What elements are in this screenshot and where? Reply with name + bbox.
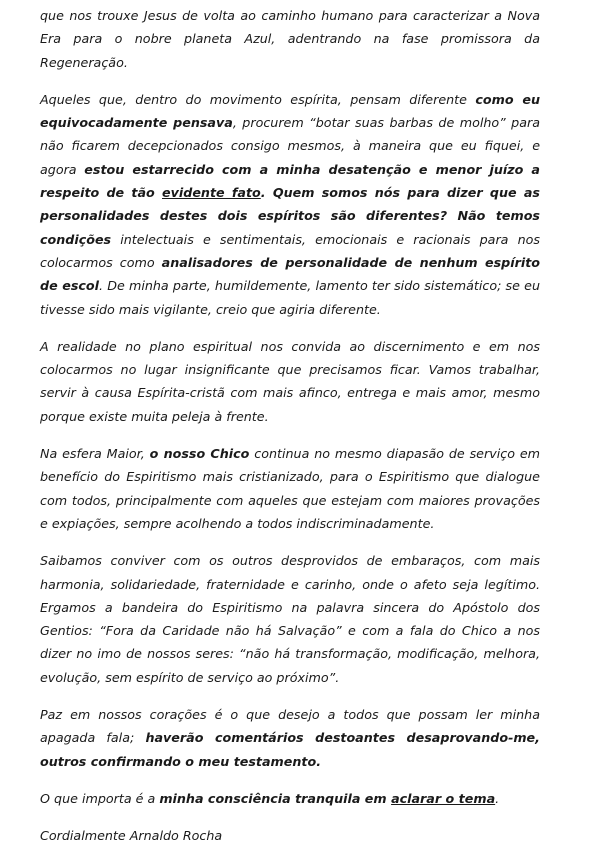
body-text: O que importa é a bbox=[40, 790, 160, 806]
body-text: continua no mesmo diapasão de serviço em benefício do Espiritismo mais cristianizado, para o Espiritismo que dialogue com todos, principalmente com aqueles que estejam com maiores provações e expiações, sempre acolhendo a todos indiscriminadamente. bbox=[40, 446, 540, 531]
paragraph-saibamos bbox=[40, 549, 540, 689]
paragraph-paz bbox=[40, 703, 540, 773]
body-text: , procurem “botar suas barbas de molho” para não ficarem decepcionados consigo mesmos, à maneira que eu fiquei, e agora bbox=[40, 115, 540, 177]
emphasis-text bbox=[162, 185, 261, 200]
body-text: que nos trouxe Jesus de volta ao caminho humano para caracterizar a Nova Era para o nobre planeta Azul, adentrando na fase promissora da Regeneração. bbox=[40, 8, 540, 70]
paragraph-realidade bbox=[40, 335, 540, 428]
emphasis-text: estou estarrecido com a minha desatenção e menor juízo a respeito de tão bbox=[40, 161, 540, 201]
body-text: Paz em nossos corações é o que desejo a todos que possam ler minha apagada fala; bbox=[40, 707, 540, 746]
paragraph-esfera-maior bbox=[40, 442, 540, 535]
emphasis-text: analisadores de personalidade de nenhum espírito de escol bbox=[40, 254, 540, 294]
signature-line bbox=[40, 824, 540, 847]
paragraph-o-que-importa bbox=[40, 787, 540, 810]
body-text: Saibamos conviver com os outros desprovidos de embaraços, com mais harmonia, solidariedade, fraternidade e carinho, onde o afeto seja legítimo. Ergamos a bandeira do Espiritismo na palavra sincera do Apóstolo dos Gentios: “Fora da Caridade não há Salvação” e com a fala do Chico a nos dizer no imo de nossos seres: “não há transformação, modificação, melhora, evolução, sem espírito de serviço ao próximo”. bbox=[40, 553, 540, 685]
body-text: A realidade no plano espiritual nos convida ao discernimento e em nos colocarmos no lugar insignificante que precisamos ficar. Vamos trabalhar, servir à causa Espírita-cristã com mais afinco, entrega e mais amor, mesmo porque existe muita peleja à frente. bbox=[40, 338, 540, 424]
body-text: Aqueles que, dentro do movimento espírita, pensam diferente bbox=[40, 91, 476, 107]
emphasis-text: minha consciência tranquila em bbox=[159, 790, 392, 806]
body-text: . bbox=[495, 790, 500, 806]
emphasis-text: . Quem somos nós para dizer que as personalidades destes dois espíritos são diferentes? Não temos condições bbox=[40, 185, 540, 247]
paragraph-aqueles bbox=[40, 88, 540, 321]
body-text: Cordialmente Arnaldo Rocha bbox=[40, 828, 223, 844]
emphasis-text: como eu equivocadamente pensava bbox=[40, 91, 540, 131]
body-text: Na esfera Maior, bbox=[40, 446, 150, 462]
document-page bbox=[40, 4, 540, 862]
body-text: . De minha parte, humildemente, lamento ter sido sistemático; se eu tivesse sido mais vigilante, creio que agiria diferente. bbox=[40, 278, 540, 317]
underlined-text: aclarar o tema bbox=[391, 790, 496, 806]
paragraph-continuation bbox=[40, 4, 540, 74]
emphasis-text bbox=[391, 791, 495, 806]
emphasis-text: o nosso Chico bbox=[149, 446, 250, 462]
emphasis-text: haverão comentários destoantes desaprovando-me, outros confirmando o meu testamento. bbox=[40, 730, 540, 769]
underlined-text: evidente fato bbox=[162, 185, 261, 201]
body-text: intelectuais e sentimentais, emocionais e racionais para nos colocarmos como bbox=[40, 231, 540, 270]
